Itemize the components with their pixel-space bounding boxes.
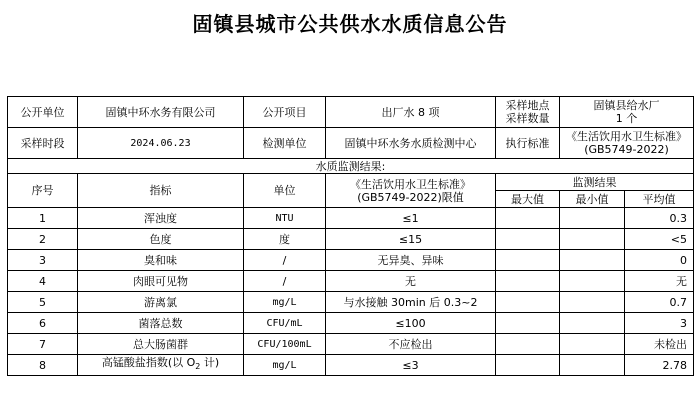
row-no: 7 bbox=[8, 334, 78, 355]
table-row bbox=[8, 292, 694, 313]
test-unit-value: 固镇中环水务水质检测中心 bbox=[326, 128, 496, 159]
row-avg: 2.78 bbox=[625, 355, 694, 376]
publish-unit-value: 固镇中环水务有限公司 bbox=[78, 97, 244, 128]
section-title: 水质监测结果: bbox=[8, 159, 694, 174]
row-limit: ≤100 bbox=[326, 313, 496, 334]
section-title-row bbox=[8, 159, 694, 174]
standard-name: 《生活饮用水卫生标准》 bbox=[566, 130, 687, 143]
info-row-2 bbox=[8, 128, 694, 159]
table-row bbox=[8, 271, 694, 292]
row-no: 6 bbox=[8, 313, 78, 334]
row-indicator: 肉眼可见物 bbox=[78, 271, 244, 292]
row-indicator: 游离氯 bbox=[78, 292, 244, 313]
row-max bbox=[496, 334, 560, 355]
limit-header-line1: 《生活饮用水卫生标准》 bbox=[350, 177, 471, 191]
indicator-tail: 计) bbox=[200, 356, 220, 370]
row-unit: CFU/mL bbox=[244, 313, 326, 334]
row-limit: 无 bbox=[326, 271, 496, 292]
row-avg: 未检出 bbox=[625, 334, 694, 355]
row-limit: ≤1 bbox=[326, 208, 496, 229]
column-header-row-1 bbox=[8, 174, 694, 191]
standard-code: (GB5749-2022) bbox=[584, 143, 669, 156]
row-indicator: 菌落总数 bbox=[78, 313, 244, 334]
sample-time-label: 采样时段 bbox=[8, 128, 78, 159]
row-indicator: 臭和味 bbox=[78, 250, 244, 271]
row-no: 1 bbox=[8, 208, 78, 229]
col-header-no: 序号 bbox=[8, 174, 78, 208]
info-row-1 bbox=[8, 97, 694, 128]
row-indicator: 总大肠菌群 bbox=[78, 334, 244, 355]
row-min bbox=[560, 208, 625, 229]
row-avg: 无 bbox=[625, 271, 694, 292]
row-min bbox=[560, 271, 625, 292]
table-row bbox=[8, 334, 694, 355]
row-no: 4 bbox=[8, 271, 78, 292]
standard-label: 执行标准 bbox=[496, 128, 560, 159]
row-no: 5 bbox=[8, 292, 78, 313]
row-max bbox=[496, 250, 560, 271]
row-max bbox=[496, 271, 560, 292]
water-quality-table bbox=[7, 96, 694, 376]
row-limit: 与水接触 30min 后 0.3~2 bbox=[326, 292, 496, 313]
table-row bbox=[8, 250, 694, 271]
limit-header-line2: (GB5749-2022)限值 bbox=[357, 190, 464, 204]
sample-site-label: 采样地点 bbox=[505, 99, 550, 112]
col-header-limit bbox=[326, 174, 496, 208]
row-limit: ≤3 bbox=[326, 355, 496, 376]
row-unit: 度 bbox=[244, 229, 326, 250]
row-min bbox=[560, 229, 625, 250]
row-max bbox=[496, 292, 560, 313]
row-indicator: 浑浊度 bbox=[78, 208, 244, 229]
row-indicator: 色度 bbox=[78, 229, 244, 250]
col-header-min: 最小值 bbox=[560, 191, 625, 208]
sample-time-value: 2024.06.23 bbox=[78, 128, 244, 159]
col-header-indicator: 指标 bbox=[78, 174, 244, 208]
row-avg: 0.3 bbox=[625, 208, 694, 229]
row-indicator bbox=[78, 355, 244, 376]
row-avg: 0.7 bbox=[625, 292, 694, 313]
table-row bbox=[8, 229, 694, 250]
row-unit: CFU/100mL bbox=[244, 334, 326, 355]
row-no: 3 bbox=[8, 250, 78, 271]
table-row bbox=[8, 208, 694, 229]
row-limit: ≤15 bbox=[326, 229, 496, 250]
row-min bbox=[560, 355, 625, 376]
col-header-avg: 平均值 bbox=[625, 191, 694, 208]
col-header-result: 监测结果 bbox=[496, 174, 694, 191]
row-unit: mg/L bbox=[244, 355, 326, 376]
indicator-text: 高锰酸盐指数(以 O bbox=[101, 356, 196, 370]
row-no: 8 bbox=[8, 355, 78, 376]
row-avg: 3 bbox=[625, 313, 694, 334]
sample-count-value: 1 个 bbox=[615, 112, 638, 125]
row-max bbox=[496, 355, 560, 376]
table-row bbox=[8, 313, 694, 334]
row-max bbox=[496, 229, 560, 250]
publish-item-value: 出厂水 8 项 bbox=[326, 97, 496, 128]
sample-site-value: 固镇县给水厂 bbox=[593, 99, 660, 112]
row-avg: 0 bbox=[625, 250, 694, 271]
row-min bbox=[560, 250, 625, 271]
row-unit: mg/L bbox=[244, 292, 326, 313]
row-limit: 不应检出 bbox=[326, 334, 496, 355]
row-no: 2 bbox=[8, 229, 78, 250]
row-unit: / bbox=[244, 250, 326, 271]
sample-count-label: 采样数量 bbox=[505, 112, 550, 125]
row-min bbox=[560, 334, 625, 355]
sample-site-count-label bbox=[496, 97, 560, 128]
row-max bbox=[496, 313, 560, 334]
sample-site-count-value bbox=[560, 97, 694, 128]
row-max bbox=[496, 208, 560, 229]
col-header-unit: 单位 bbox=[244, 174, 326, 208]
indicator-subscript: 2 bbox=[195, 362, 201, 372]
publish-unit-label: 公开单位 bbox=[8, 97, 78, 128]
row-min bbox=[560, 313, 625, 334]
row-avg: <5 bbox=[625, 229, 694, 250]
page-title: 固镇县城市公共供水水质信息公告 bbox=[192, 12, 508, 36]
test-unit-label: 检测单位 bbox=[244, 128, 326, 159]
row-unit: NTU bbox=[244, 208, 326, 229]
row-limit: 无异臭、异味 bbox=[326, 250, 496, 271]
standard-value bbox=[560, 128, 694, 159]
table-row bbox=[8, 355, 694, 376]
row-min bbox=[560, 292, 625, 313]
publish-item-label: 公开项目 bbox=[244, 97, 326, 128]
col-header-max: 最大值 bbox=[496, 191, 560, 208]
row-unit: / bbox=[244, 271, 326, 292]
